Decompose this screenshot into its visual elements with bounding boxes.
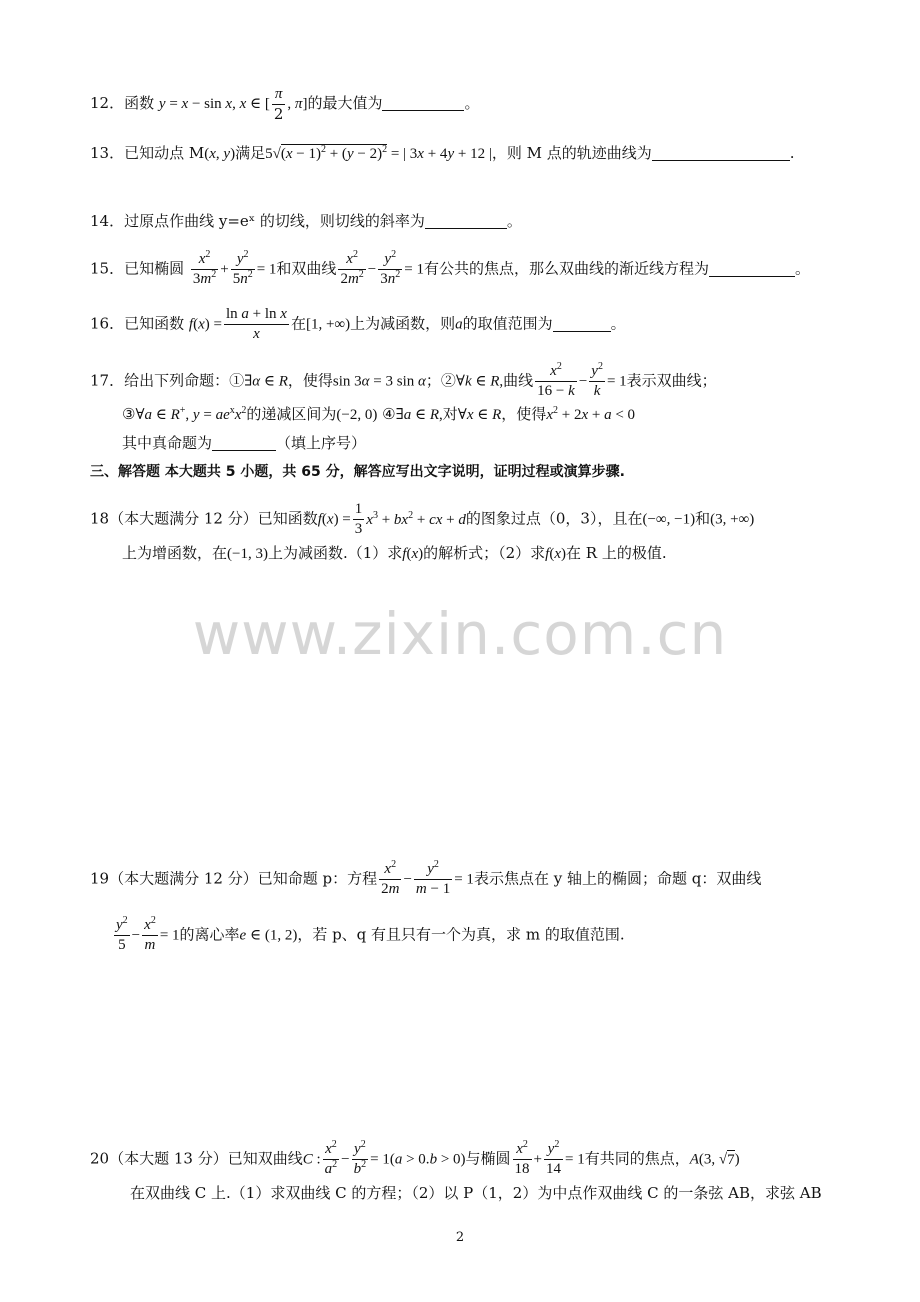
answer-blank-13[interactable]: [652, 144, 790, 161]
page-number: 2: [455, 1230, 465, 1245]
question-13: 13．已知动点 M(x, y)满足$5√(x - 1)^2 + (y - 2)^2$ = | 3x + 4y + 12 |，则 M 点的轨迹曲线为 .: [90, 144, 795, 162]
answer-blank-14[interactable]: [425, 212, 507, 229]
question-15: 15．已知椭圆 $\frac{x^2}{3m^2}$ + $\frac{y^2}{5n^2}$ = 1和双曲线 $\frac{x^2}{2m^2}$ − $\frac{y^2}{3n^2}$ = 1有公共的焦点，那么双曲线的渐近线方程为 。: [90, 249, 810, 287]
question-18-line-1: 18（本大题满分 12 分）已知函数f(x) = $\frac{1}{3}$ $x^3 + bx^2$ + cx + d的图象过点（0，3），且在(−∞, −1)和(3, +∞): [90, 501, 755, 537]
question-20-line-2: 在双曲线 C 上.（1）求双曲线 C 的方程；（2）以 P（1，2）为中点作双曲线 C 的一条弦 AB，求弦 AB: [130, 1184, 822, 1202]
answer-blank-15[interactable]: [709, 260, 795, 277]
question-19-line-1: 19（本大题满分 12 分）已知命题 p：方程 $\frac{x^2}{2m}$ − $\frac{y^2}{m - 1}$ = 1表示焦点在 y 轴上的椭圆；命题 q：双曲线: [90, 859, 762, 897]
question-14: 14．过原点作曲线 y=eˣ 的切线，则切线的斜率为 。: [90, 212, 522, 230]
question-18-line-2: 上为增函数，在(−1, 3)上为减函数.（1）求f(x)的解析式；（2）求f(x)在 R 上的极值.: [122, 544, 667, 562]
question-16: 16．已知函数 f(x) = $\frac{\text{ln a + ln x}}{x}$ 在[1, +∞)上为减函数，则a的取值范围为 。: [90, 306, 626, 342]
answer-blank-16[interactable]: [553, 315, 611, 332]
question-20-line-1: 20（本大题 13 分）已知双曲线C : $\frac{x^2}{a^2}$ − $\frac{y^2}{b^2}$ = 1(a > 0.b > 0)与椭圆 $\frac{x^2}{18}$ + $\frac{y^2}{14}$ = 1有共同的焦点，A(3, √7): [90, 1139, 740, 1177]
question-12: 12．函数 y = x − sin x, x ∈ [ $\frac{\pi}{2}$ , π]的最大值为 。: [90, 86, 480, 123]
question-17-line-3: 其中真命题为 （填上序号）: [122, 434, 367, 452]
section-3-heading: 三、解答题 本大题共 5 小题，共 65 分，解答应写出文字说明，证明过程或演算步骤.: [90, 464, 625, 480]
question-17-line-1: 17．给出下列命题：①∃α ∈ R，使得sin 3α = 3 sin α；②∀k ∈ R,曲线 $\frac{x^2}{16 - k}$ − $\frac{y^2}{k}$ = 1表示双曲线；: [90, 361, 717, 399]
watermark: www.zixin.com.cn: [192, 600, 728, 668]
question-17-line-2: ③∀a ∈ R+, $y = ae^xx^2$的递减区间为(−2, 0) ④∃a ∈ R,对∀x ∈ R，使得$x^2 + 2x + a < 0$: [122, 405, 636, 423]
answer-blank-17[interactable]: [212, 434, 276, 451]
question-19-line-2: $\frac{y^2}{5}$ − $\frac{x^2}{m}$ = 1的离心率e ∈ (1, 2)，若 p、q 有且只有一个为真，求 m 的取值范围.: [116, 915, 625, 953]
answer-blank-12[interactable]: [382, 94, 464, 111]
